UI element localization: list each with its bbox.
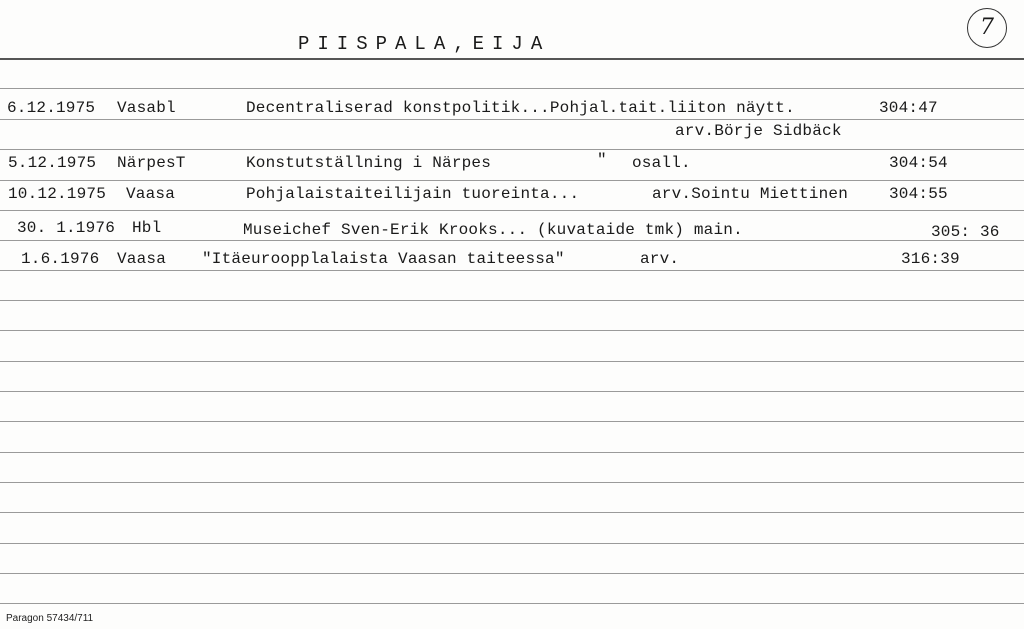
- ruled-line: [0, 119, 1024, 120]
- ditto-mark: ": [597, 151, 607, 169]
- ruled-line: [0, 421, 1024, 422]
- ruled-line: [0, 180, 1024, 181]
- entry-date: 6.12.1975: [7, 99, 96, 117]
- entry-ref: 304:47: [879, 99, 938, 117]
- ruled-line: [0, 603, 1024, 604]
- entry-title: Museichef Sven-Erik Krooks... (kuvataide tmk) main.: [243, 221, 743, 239]
- card-number: 7: [967, 8, 1007, 48]
- card-title: PIISPALA,EIJA: [298, 33, 551, 55]
- ruled-line: [0, 210, 1024, 211]
- entry-title: Konstutställning i Närpes: [246, 154, 492, 172]
- entry-source: Vasabl: [117, 99, 176, 117]
- ruled-line: [0, 149, 1024, 150]
- entry-source: Vaasa: [126, 185, 176, 203]
- entry-ref: 316:39: [901, 250, 960, 268]
- ruled-line: [0, 452, 1024, 453]
- ruled-line: [0, 391, 1024, 392]
- entry-date: 1.6.1976: [21, 250, 100, 268]
- ruled-line: [0, 270, 1024, 271]
- ruled-line: [0, 300, 1024, 301]
- ruled-line: [0, 330, 1024, 331]
- entry-source: Hbl: [132, 219, 162, 237]
- entry-date: 10.12.1975: [8, 185, 107, 203]
- entry-ref: 304:54: [889, 154, 948, 172]
- entry-source: Vaasa: [117, 250, 167, 268]
- ruled-line: [0, 512, 1024, 513]
- ruled-line: [0, 543, 1024, 544]
- entry-title: Pohjalaistaiteilijain tuoreinta...: [246, 185, 580, 203]
- ruled-line: [0, 573, 1024, 574]
- entry-title: "Itäeuroopplalaista Vaasan taiteessa": [202, 250, 565, 268]
- card-footer: Paragon 57434/711: [6, 613, 94, 624]
- entry-date: 30. 1.1976: [17, 219, 116, 237]
- entry-date: 5.12.1975: [8, 154, 97, 172]
- entry-note: arv.: [640, 250, 680, 268]
- ruled-line: [0, 240, 1024, 241]
- header-rule: [0, 58, 1024, 60]
- entry-source: NärpesT: [117, 154, 186, 172]
- entry-title: Decentraliserad konstpolitik...Pohjal.tait.liiton näytt.: [246, 99, 795, 117]
- entry-ref: 305: 36: [931, 223, 1000, 241]
- entry-reviewer: arv.Sointu Miettinen: [652, 185, 849, 203]
- entry-ref: 304:55: [889, 185, 948, 203]
- entry-note: osall.: [632, 154, 691, 172]
- entry-reviewer: arv.Börje Sidbäck: [675, 122, 842, 140]
- ruled-line: [0, 88, 1024, 89]
- ruled-line: [0, 482, 1024, 483]
- ruled-line: [0, 361, 1024, 362]
